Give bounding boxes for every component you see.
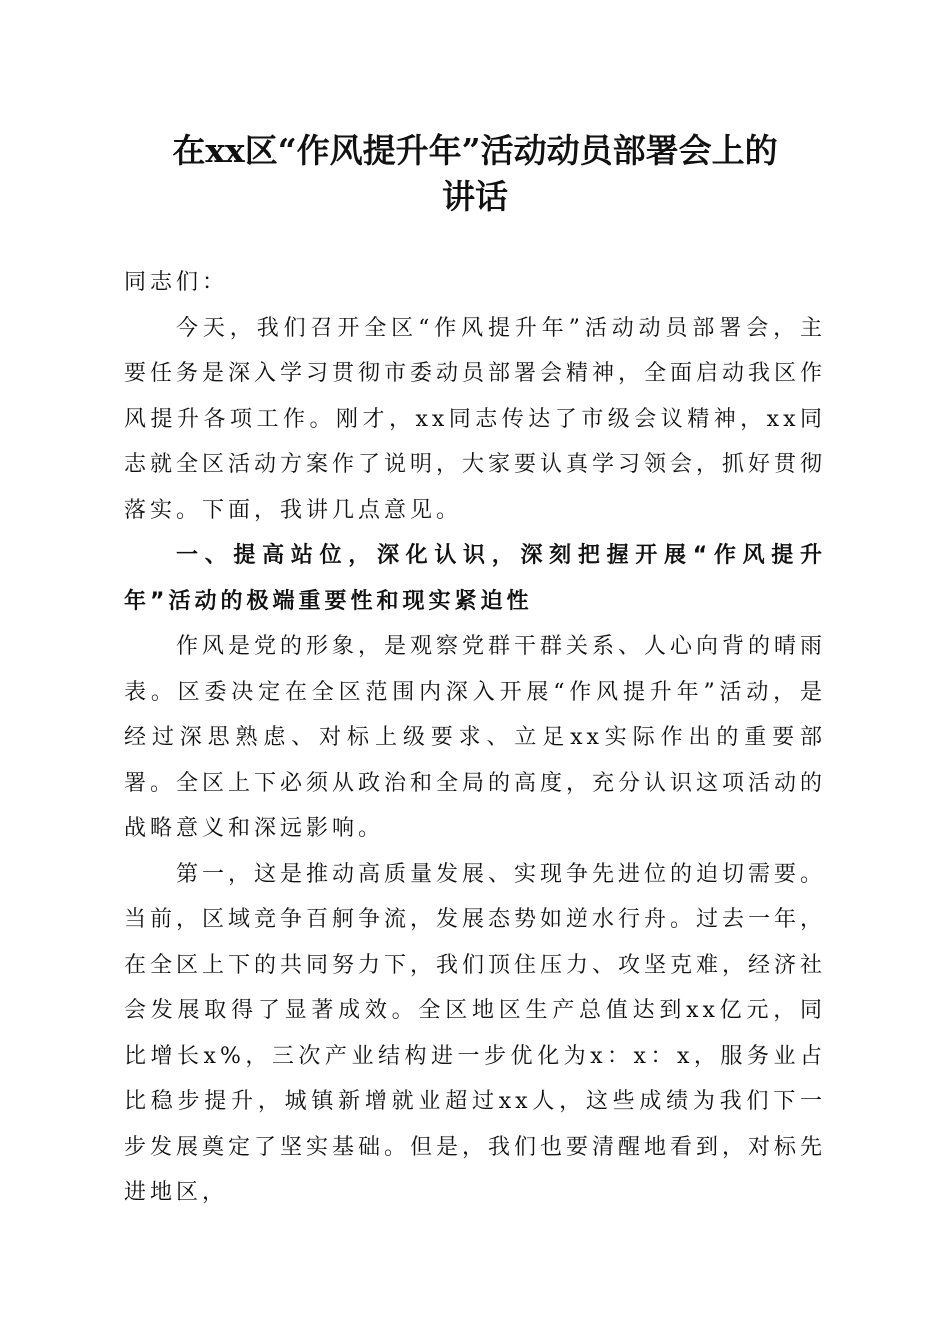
paragraph-intro: 今天，我们召开全区“作风提升年”活动动员部署会，主要任务是深入学习贯彻市委动员部署会精神，全面启动我区作风提升各项工作。刚才，xx同志传达了市级会议精神，xx同志就全区活动方案作了说明，大家要认真学习领会，抓好贯彻落实。下面，我讲几点意见。	[124, 315, 827, 523]
section-heading-1: 一、提高站位，深化认识，深刻把握开展“作风提升年”活动的极端重要性和现实紧迫性	[124, 543, 826, 614]
title-line-1: 在xx区“作风提升年”活动动员部署会上的	[172, 131, 778, 170]
document-title	[124, 128, 826, 220]
salutation: 同志们：	[124, 270, 229, 295]
paragraph-point-1: 第一，这是推动高质量发展、实现争先进位的迫切需要。当前，区域竞争百舸争流，发展态势如逆水行舟。过去一年，在全区上下的共同努力下，我们顶住压力、攻坚克难，经济社会发展取得了显著成效。全区地区生产总值达到xx亿元，同比增长x%，三次产业结构进一步优化为x：x：x，服务业占比稳步提升，城镇新增就业超过xx人，这些成绩为我们下一步发展奠定了坚实基础。但是，我们也要清醒地看到，对标先进地区，	[124, 861, 827, 1205]
title-line-2: 讲话	[442, 177, 508, 216]
document-body	[124, 260, 826, 1216]
paragraph-section-1: 作风是党的形象，是观察党群干群关系、人心向背的晴雨表。区委决定在全区范围内深入开展“作风提升年”活动，是经过深思熟虑、对标上级要求、立足xx实际作出的重要部署。全区上下必须从政治和全局的高度，充分认识这项活动的战略意义和深远影响。	[124, 634, 827, 841]
